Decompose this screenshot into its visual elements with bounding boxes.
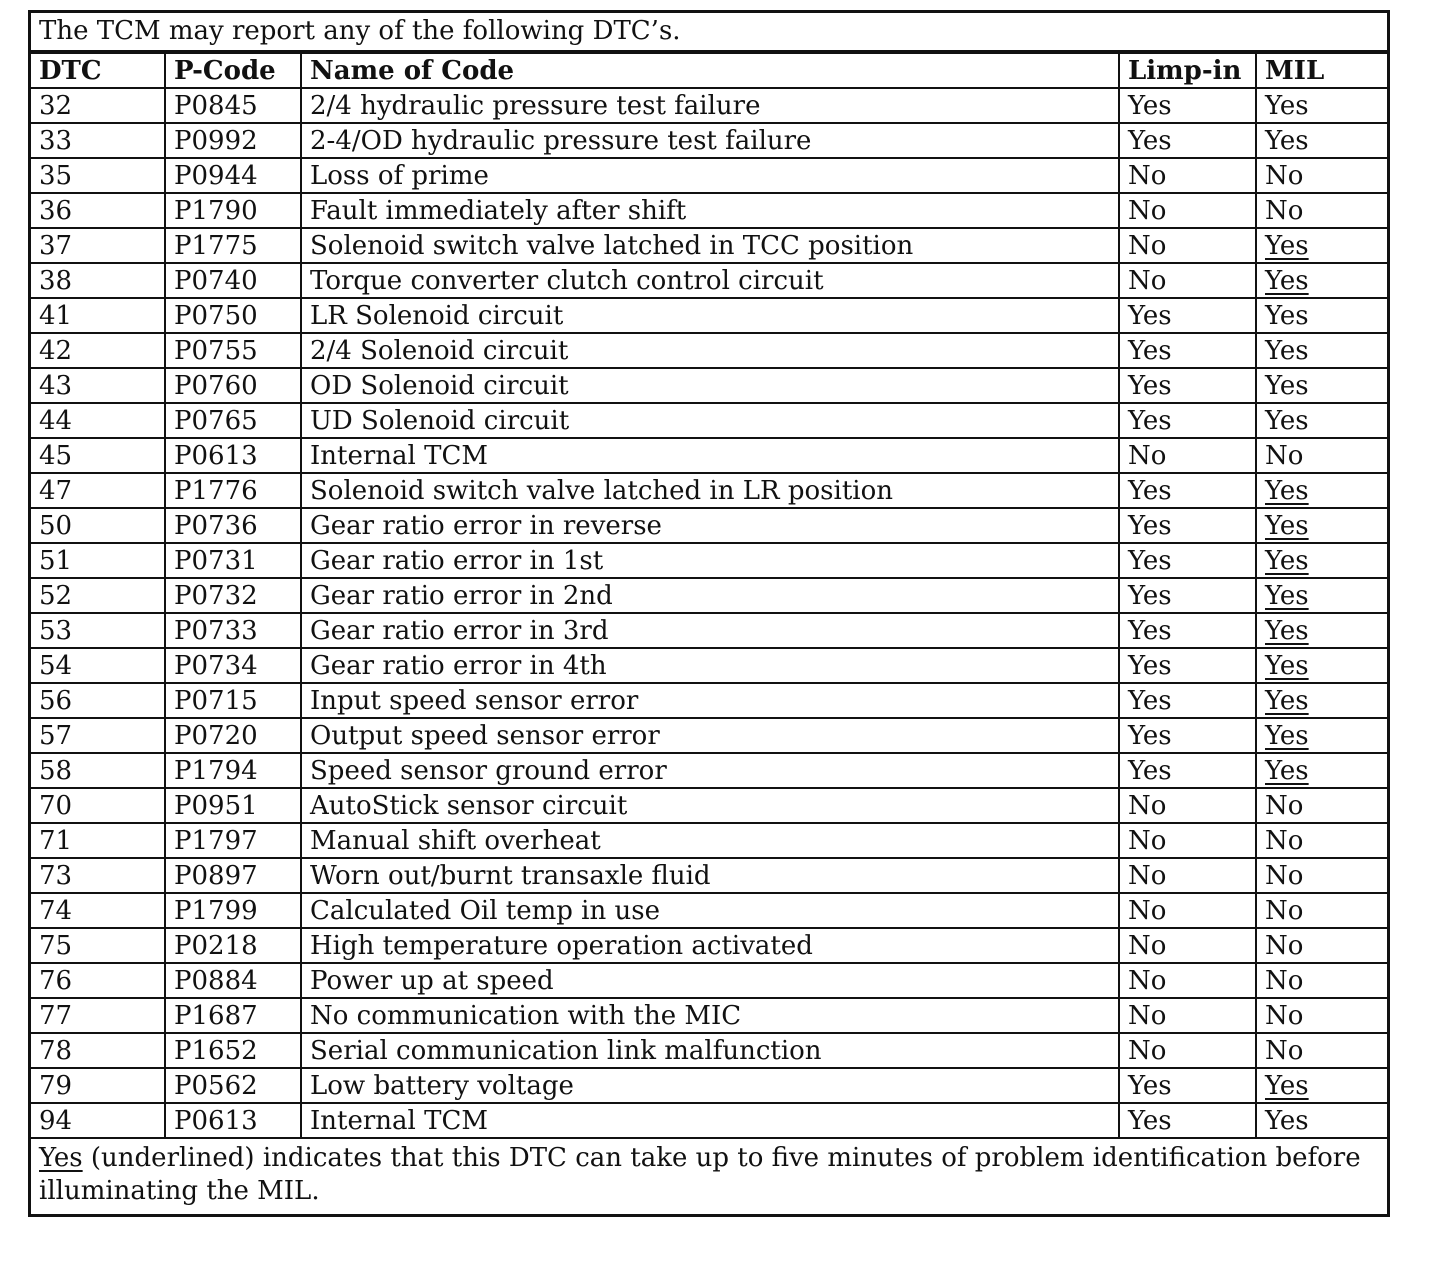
cell-mil: No [1256, 788, 1387, 823]
cell-mil: Yes [1256, 403, 1387, 438]
cell-limp-in: No [1119, 823, 1256, 858]
cell-mil: Yes [1256, 368, 1387, 403]
header-name: Name of Code [301, 53, 1119, 88]
cell-limp-in: No [1119, 263, 1256, 298]
cell-name: No communication with the MIC [301, 998, 1119, 1033]
mil-underlined-value: Yes [1265, 545, 1309, 576]
dtc-table-frame [28, 10, 1390, 1217]
cell-dtc: 33 [31, 123, 165, 158]
cell-mil: No [1256, 1033, 1387, 1068]
cell-pcode: P0732 [165, 578, 301, 613]
cell-dtc: 35 [31, 158, 165, 193]
cell-pcode: P0740 [165, 263, 301, 298]
cell-dtc: 36 [31, 193, 165, 228]
cell-dtc: 50 [31, 508, 165, 543]
mil-underlined-value: Yes [1265, 580, 1309, 611]
cell-limp-in: Yes [1119, 578, 1256, 613]
cell-mil [1256, 718, 1387, 753]
header-row [31, 53, 1387, 88]
cell-mil [1256, 473, 1387, 508]
cell-dtc: 53 [31, 613, 165, 648]
cell-mil: No [1256, 963, 1387, 998]
cell-name: Gear ratio error in 2nd [301, 578, 1119, 613]
cell-name: LR Solenoid circuit [301, 298, 1119, 333]
cell-limp-in: No [1119, 998, 1256, 1033]
cell-mil [1256, 508, 1387, 543]
cell-limp-in: No [1119, 438, 1256, 473]
cell-name: Manual shift overheat [301, 823, 1119, 858]
cell-pcode: P0845 [165, 88, 301, 123]
cell-limp-in: No [1119, 893, 1256, 928]
cell-pcode: P1794 [165, 753, 301, 788]
footnote-underlined-yes: Yes [39, 1143, 83, 1173]
table-row [31, 578, 1387, 613]
cell-limp-in: Yes [1119, 403, 1256, 438]
cell-pcode: P1776 [165, 473, 301, 508]
cell-dtc: 37 [31, 228, 165, 263]
cell-mil: Yes [1256, 298, 1387, 333]
cell-limp-in: No [1119, 928, 1256, 963]
cell-name: Serial communication link malfunction [301, 1033, 1119, 1068]
cell-limp-in: Yes [1119, 648, 1256, 683]
mil-underlined-value: Yes [1265, 650, 1309, 681]
cell-pcode: P1797 [165, 823, 301, 858]
cell-name: Gear ratio error in reverse [301, 508, 1119, 543]
cell-pcode: P0755 [165, 333, 301, 368]
table-row [31, 1068, 1387, 1103]
cell-dtc: 51 [31, 543, 165, 578]
mil-underlined-value: Yes [1265, 615, 1309, 646]
cell-name: Internal TCM [301, 438, 1119, 473]
mil-underlined-value: Yes [1265, 510, 1309, 541]
cell-name: Worn out/burnt transaxle fluid [301, 858, 1119, 893]
table-row [31, 508, 1387, 543]
cell-pcode: P1687 [165, 998, 301, 1033]
cell-pcode: P0944 [165, 158, 301, 193]
cell-name: Speed sensor ground error [301, 753, 1119, 788]
cell-dtc: 32 [31, 88, 165, 123]
cell-pcode: P0884 [165, 963, 301, 998]
cell-limp-in: No [1119, 158, 1256, 193]
cell-limp-in: No [1119, 193, 1256, 228]
cell-limp-in: Yes [1119, 508, 1256, 543]
cell-dtc: 56 [31, 683, 165, 718]
cell-dtc: 70 [31, 788, 165, 823]
cell-dtc: 78 [31, 1033, 165, 1068]
cell-dtc: 74 [31, 893, 165, 928]
cell-dtc: 45 [31, 438, 165, 473]
cell-mil [1256, 228, 1387, 263]
cell-name: Output speed sensor error [301, 718, 1119, 753]
cell-dtc: 38 [31, 263, 165, 298]
cell-pcode: P0731 [165, 543, 301, 578]
table-row [31, 788, 1387, 823]
table-row [31, 368, 1387, 403]
cell-name: Fault immediately after shift [301, 193, 1119, 228]
cell-dtc: 58 [31, 753, 165, 788]
table-row [31, 683, 1387, 718]
cell-limp-in: No [1119, 1033, 1256, 1068]
cell-dtc: 52 [31, 578, 165, 613]
cell-name: Gear ratio error in 1st [301, 543, 1119, 578]
cell-name: Input speed sensor error [301, 683, 1119, 718]
cell-mil: No [1256, 928, 1387, 963]
table-row [31, 298, 1387, 333]
cell-name: High temperature operation activated [301, 928, 1119, 963]
cell-pcode: P0951 [165, 788, 301, 823]
cell-limp-in: Yes [1119, 753, 1256, 788]
header-dtc: DTC [31, 53, 165, 88]
table-row [31, 473, 1387, 508]
mil-underlined-value: Yes [1265, 230, 1309, 261]
cell-name: UD Solenoid circuit [301, 403, 1119, 438]
cell-name: Gear ratio error in 3rd [301, 613, 1119, 648]
cell-pcode: P0562 [165, 1068, 301, 1103]
cell-name: Power up at speed [301, 963, 1119, 998]
table-row [31, 263, 1387, 298]
cell-name: Gear ratio error in 4th [301, 648, 1119, 683]
table-row [31, 858, 1387, 893]
cell-mil [1256, 543, 1387, 578]
table-row [31, 88, 1387, 123]
cell-limp-in: Yes [1119, 683, 1256, 718]
cell-dtc: 42 [31, 333, 165, 368]
cell-pcode: P0720 [165, 718, 301, 753]
cell-dtc: 71 [31, 823, 165, 858]
table-title: The TCM may report any of the following DTC’s. [31, 13, 1387, 52]
table-row [31, 1103, 1387, 1138]
cell-mil [1256, 1068, 1387, 1103]
cell-mil: Yes [1256, 333, 1387, 368]
cell-dtc: 41 [31, 298, 165, 333]
cell-dtc: 43 [31, 368, 165, 403]
table-row [31, 928, 1387, 963]
cell-pcode: P0992 [165, 123, 301, 158]
cell-name: Solenoid switch valve latched in LR position [301, 473, 1119, 508]
table-row [31, 403, 1387, 438]
header-limp: Limp-in [1119, 53, 1256, 88]
cell-pcode: P1799 [165, 893, 301, 928]
cell-mil: No [1256, 893, 1387, 928]
table-row [31, 438, 1387, 473]
cell-mil [1256, 753, 1387, 788]
cell-mil: No [1256, 998, 1387, 1033]
cell-name: AutoStick sensor circuit [301, 788, 1119, 823]
table-row [31, 963, 1387, 998]
cell-limp-in: No [1119, 963, 1256, 998]
cell-pcode: P0734 [165, 648, 301, 683]
cell-dtc: 77 [31, 998, 165, 1033]
cell-pcode: P1775 [165, 228, 301, 263]
cell-name: 2-4/OD hydraulic pressure test failure [301, 123, 1119, 158]
cell-pcode: P0218 [165, 928, 301, 963]
table-row [31, 613, 1387, 648]
cell-mil: Yes [1256, 88, 1387, 123]
cell-pcode: P0715 [165, 683, 301, 718]
cell-pcode: P0613 [165, 438, 301, 473]
cell-name: Low battery voltage [301, 1068, 1119, 1103]
table-row [31, 543, 1387, 578]
cell-mil: No [1256, 158, 1387, 193]
cell-dtc: 73 [31, 858, 165, 893]
cell-pcode: P0897 [165, 858, 301, 893]
cell-limp-in: Yes [1119, 298, 1256, 333]
cell-limp-in: Yes [1119, 718, 1256, 753]
cell-pcode: P1790 [165, 193, 301, 228]
cell-name: Solenoid switch valve latched in TCC position [301, 228, 1119, 263]
table-row [31, 718, 1387, 753]
cell-dtc: 57 [31, 718, 165, 753]
cell-mil [1256, 613, 1387, 648]
cell-mil: No [1256, 858, 1387, 893]
cell-mil: No [1256, 193, 1387, 228]
cell-dtc: 75 [31, 928, 165, 963]
cell-pcode: P1652 [165, 1033, 301, 1068]
cell-limp-in: Yes [1119, 123, 1256, 158]
table-row [31, 893, 1387, 928]
cell-mil: No [1256, 823, 1387, 858]
mil-underlined-value: Yes [1265, 755, 1309, 786]
table-row [31, 648, 1387, 683]
cell-pcode: P0750 [165, 298, 301, 333]
cell-mil: Yes [1256, 1103, 1387, 1138]
cell-dtc: 79 [31, 1068, 165, 1103]
footnote-text: (underlined) indicates that this DTC can take up to five minutes of problem identification before illuminating the MIL. [39, 1143, 1361, 1206]
header-mil: MIL [1256, 53, 1387, 88]
cell-limp-in: Yes [1119, 613, 1256, 648]
table-row [31, 123, 1387, 158]
cell-limp-in: Yes [1119, 1068, 1256, 1103]
footnote [31, 1139, 1387, 1214]
cell-limp-in: No [1119, 788, 1256, 823]
table-row [31, 823, 1387, 858]
cell-pcode: P0736 [165, 508, 301, 543]
table-row [31, 158, 1387, 193]
mil-underlined-value: Yes [1265, 720, 1309, 751]
cell-pcode: P0765 [165, 403, 301, 438]
cell-name: Loss of prime [301, 158, 1119, 193]
cell-dtc: 44 [31, 403, 165, 438]
cell-name: Internal TCM [301, 1103, 1119, 1138]
cell-limp-in: Yes [1119, 543, 1256, 578]
cell-limp-in: No [1119, 858, 1256, 893]
cell-mil [1256, 578, 1387, 613]
table-row [31, 333, 1387, 368]
table-row [31, 998, 1387, 1033]
table-body [31, 88, 1387, 1138]
cell-dtc: 47 [31, 473, 165, 508]
cell-limp-in: Yes [1119, 368, 1256, 403]
cell-limp-in: Yes [1119, 333, 1256, 368]
cell-dtc: 76 [31, 963, 165, 998]
cell-limp-in: Yes [1119, 473, 1256, 508]
cell-pcode: P0733 [165, 613, 301, 648]
cell-dtc: 54 [31, 648, 165, 683]
mil-underlined-value: Yes [1265, 1070, 1309, 1101]
cell-pcode: P0760 [165, 368, 301, 403]
table-row [31, 228, 1387, 263]
cell-mil: No [1256, 438, 1387, 473]
mil-underlined-value: Yes [1265, 475, 1309, 506]
mil-underlined-value: Yes [1265, 685, 1309, 716]
header-pcode: P-Code [165, 53, 301, 88]
cell-limp-in: No [1119, 228, 1256, 263]
cell-mil [1256, 648, 1387, 683]
cell-mil [1256, 683, 1387, 718]
table-row [31, 753, 1387, 788]
cell-mil [1256, 263, 1387, 298]
dtc-table [31, 52, 1387, 1139]
cell-name: 2/4 Solenoid circuit [301, 333, 1119, 368]
cell-name: OD Solenoid circuit [301, 368, 1119, 403]
cell-name: Calculated Oil temp in use [301, 893, 1119, 928]
table-row [31, 193, 1387, 228]
cell-limp-in: Yes [1119, 88, 1256, 123]
cell-mil: Yes [1256, 123, 1387, 158]
mil-underlined-value: Yes [1265, 265, 1309, 296]
cell-limp-in: Yes [1119, 1103, 1256, 1138]
cell-dtc: 94 [31, 1103, 165, 1138]
cell-pcode: P0613 [165, 1103, 301, 1138]
cell-name: 2/4 hydraulic pressure test failure [301, 88, 1119, 123]
cell-name: Torque converter clutch control circuit [301, 263, 1119, 298]
table-row [31, 1033, 1387, 1068]
